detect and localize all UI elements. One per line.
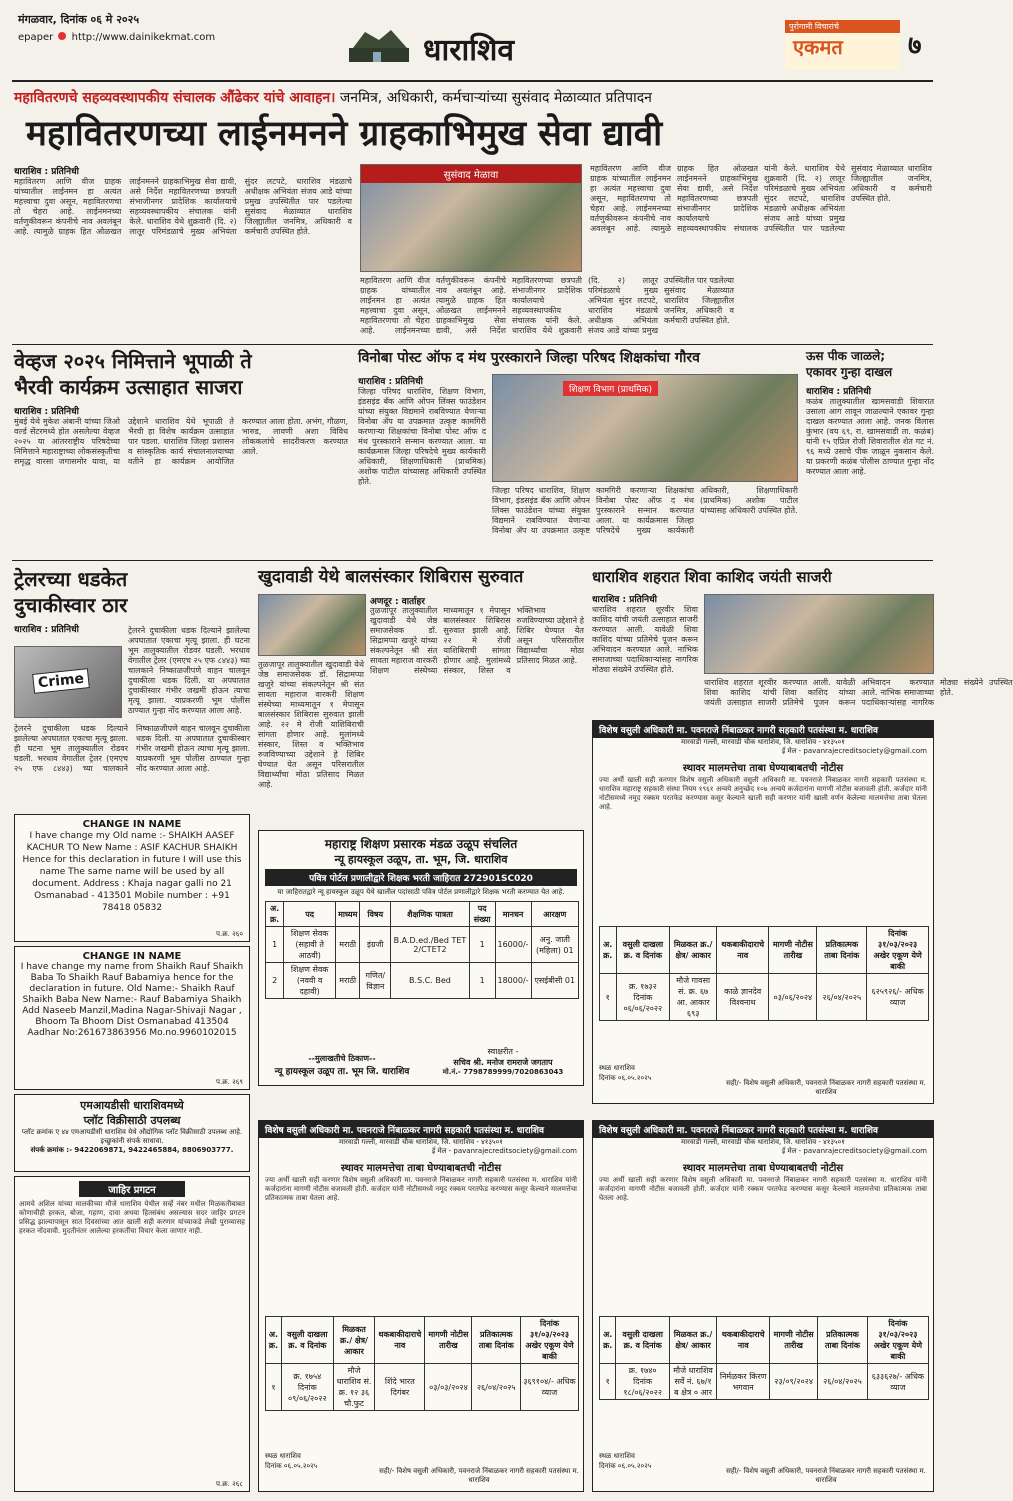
change-name-1-body: I have change my Old name :- SHAIKH AASEF KACHUR TO New Name : ASIF KACHUR SHAIKH Hence for this declaration in future I will use this name The same name will be used by all document. Address : Khaja nagar galli no 21 Osmanabad - 413501 Mobile number : +91 78418 05832 [22,831,242,913]
vehaj-byline: धाराशिव : प्रतिनिधी [14,407,79,417]
vinoba-byline: धाराशिव : प्रतिनिधी [358,377,423,387]
th: मानधन [495,902,531,927]
brand-block [785,20,900,70]
vinoba-photo [492,374,798,482]
shiva-body-cont: धाराशिव शहरात शूरवीर शिवा काशिद यांची जयंती उत्साहात साजरी करण्यात आली. यावेळी शिवा काशिद यांच्या प्रतिमेचे पूजन करून अभिवादन करण्यात आले. नाभिक समाजाच्या पदाधिकाऱ्यांसह नागरिक मोठ्या संख्येने उपस्थित होते. [704,678,1013,707]
th: मिळकत क्र./ क्षेत्र/ आकार [669,1317,716,1364]
change-name-1 [14,814,250,942]
masthead-date: मंगळवार, दिनांक ०६ मे २०२५ [18,13,140,26]
notice-2-sub: मारवाडी गल्ली, मारवाडी चौक धाराशिव, जि. धाराशिव - ४१३५०१ [339,1138,503,1146]
lead-col-text [14,164,352,342]
page-number: ७ [908,31,922,61]
lead-byline: धाराशिव : प्रतिनिधी [14,167,79,177]
recovery-notice-2 [258,1120,584,1492]
khuda-headline: खुदावाडी येथे बालसंस्कार शिबिरास सुरुवात [258,567,524,587]
msp-title: महाराष्ट्र शिक्षण प्रसारक मंडळ उळूप संचलित [324,837,518,851]
change-name-1-ref: प.क्र. २६० [216,930,243,938]
td: ०३/०३/२०२४ [425,1364,472,1411]
trailer-byline: धाराशिव : प्रतिनिधी [14,625,79,635]
td: 16000/- [495,927,531,963]
notice-3-sign: सही/- विशेष वसुली अधिकारी, पवनराजे निंबाळकर नागरी सहकारी पतसंस्था म. धाराशिव [726,1467,926,1484]
trailer-photo [14,646,122,718]
midc-title-1: एमआयडीसी धाराशिवमध्ये [80,1099,184,1112]
masthead-url[interactable] [18,32,215,43]
td: २६/०४/२०२५ [818,1364,868,1400]
msp-recruitment [258,830,584,1086]
trailer-headline-1: ट्रेलरच्या धडकेत [14,567,128,591]
section-logo [345,26,605,70]
th: प्रतिकात्मक ताबा दिनांक [818,1317,868,1364]
th: वसुली दाखला क्र. व दिनांक [616,927,670,974]
lead-body: महावितरण आणि वीज ग्राहक यांच्यातील लाईनमन हा अत्यंत महत्त्वाचा दुवा असून, महावितरणचा तो चेहरा आहे. लाईनमनच्या वर्तणुकीवरून कंपनीचे नाव अवलंबून आहे. त्यामुळे ग्राहक हित ओळखत लाईनमनने ग्राहकाभिमुख सेवा द्यावी, असे निर्देश महावितरणच्या छत्रपती संभाजीनगर प्रादेशिक कार्यालयाचे सहव्यवस्थापकीय संचालक यांनी केले. धाराशिव येथे शुक्रवारी (दि. २) लातूर परिमंडळाचे मुख्य अभियंता सुंदर लटपटे, धाराशिव मंडळाचे अधीक्षक अभियंता संजय आडे यांच्या प्रमुख उपस्थितीत पार पडलेल्या सुसंवाद मेळाव्यात धाराशिव जिल्ह्यातील जनमित्र, अधिकारी व कर्मचारी उपस्थित होते. [14,177,352,236]
td: 18000/- [495,963,531,999]
trailer-body-cont: ट्रेलरने दुचाकीला धडक दिल्याने झालेल्या अपघातात एकाचा मृत्यू झाला. ही घटना भूम तालुक्यातील रोडवर घडली. भरधाव वेगातील ट्रेलर (एमएच २५ एफ ८४४३) च्या चालकाने निष्काळजीपणे वाहन चालवून दुचाकीला धडक दिली. या अपघातात दुचाकीस्वार गंभीर जखमी होऊन त्याचा मृत्यू झाला. याप्रकरणी भूम पोलीस ठाण्यात गुन्हा नोंद करण्यात आला आहे. [14,724,250,773]
shiva-headline: धाराशिव शहरात शिवा काशिद जयंती साजरी [592,568,832,586]
vinoba-headline: विनोबा पोस्ट ऑफ द मंथ पुरस्काराने जिल्हा परिषद शिक्षकांचा गौरव [358,350,700,366]
notice-2-table [265,1316,579,1411]
notice-2-date: दिनांक ०६.०५.२०२५ [265,1462,318,1470]
shiva-byline: धाराशिव : प्रतिनिधी [592,595,657,605]
uspik-body: कळंब तालुक्यातील खामसवाडी शिवारात उसाला आग लावून जाळल्याने एकावर गुन्हा दाखल करण्यात आला आहे. जनक विलास कुंभार (वय ६९, रा. खामसवाडी ता. कळंब) यांनी १५ एप्रिल रोजी शिवारातील शेत गट नं. ९६ मध्ये उसाचे पीक जाळून नुकसान केले. या प्रकरणी कळंब पोलीस ठाण्यात गुन्हा नोंद करण्यात आला आहे. [806,397,934,476]
th: मागणी नोटीस तारीख [770,1317,818,1364]
th: थकबाकीदाराचे नाव [375,1317,425,1364]
td: शिक्षण सेवक (नववी व दहावी) [284,963,336,999]
th: अ. क्र. [266,1317,282,1364]
th: विषय [360,902,391,927]
notice-2-body: ज्या अर्थी खाली सही करणार विशेष वसुली अधिकारी मा. पवनराजे निंबाळकर नागरी सहकारी पतसंस्था म. धाराशिव यांनी कर्जदारांना मागणी नोटीस बजावली होती. कर्जदार यांनी नोटीसमध्ये नमूद रक्कम परतफेड करण्यास कसूर केल्याने मालमत्तेचा प्रतिकात्मक ताबा घेतला आहे. [265,1176,577,1202]
lead-kicker [14,88,934,107]
uspik-headline-1: ऊस पीक जाळले; [806,349,886,363]
jahir-pragatan [14,1176,250,1492]
epaper-label: epaper [18,32,54,43]
td: २३/०९/२०२४ [770,1364,818,1400]
brand-tagline: पुरोगामी विचारांचे [785,20,900,33]
midc-body: प्लॉट क्रमांक ए ४४ एमआयडीसी धाराशिव येथे औद्योगिक प्लॉट विक्रीसाठी उपलब्ध आहे. इच्छुकांनी संपर्क साधावा. [21,1128,243,1145]
recovery-notice-3 [592,1120,934,1492]
change-name-2-ref: प.क्र. २६९ [216,1078,243,1086]
table-row [600,1364,929,1400]
td: B.A.D.ed./Bed TET 2/CTET2 [391,927,470,963]
notice-1-date: दिनांक ०६.०५.२०२५ [599,1074,652,1082]
masthead [0,0,945,86]
td: गणित/विज्ञान [360,963,391,999]
th: थकबाकीदाराचे नाव [717,927,769,974]
crime-label: Crime [32,668,90,694]
th: थकबाकीदाराचे नाव [717,1317,770,1364]
td: मौजे धाराशिव सर्वे नं. ६७/१ ब क्षेत्र ० आर [669,1364,716,1400]
td: ६३३६२७/- अधिक व्याज [867,1364,928,1400]
notice-3-place: स्थळ धाराशिव [599,1452,635,1460]
shiva-body: धाराशिव शहरात शूरवीर शिवा काशिद यांची जयंती उत्साहात साजरी करण्यात आली. यावेळी शिवा काशिद यांच्या प्रतिमेचे पूजन करून अभिवादन करण्यात आले. नाभिक समाजाच्या पदाधिकाऱ्यांसह नागरिक मोठ्या संख्येने उपस्थित होते. [592,605,698,674]
notice-2-head: विशेष वसुली अधिकारी मा. पवनराजे निंबाळकर नागरी सहकारी पतसंस्था म. धाराशिव [259,1121,583,1138]
th: दिनांक ३१/०३/२०२३ अखेर एकूण येणे बाकी [521,1317,579,1364]
khuda-body-left: तुळजापूर तालुक्यातील खुदावाडी येथे जेष्ठ समाजसेवक डॉ. सिद्रामप्पा खजुरे यांच्या संकल्पनेतून श्री संत सावता महाराज वारकरी शिक्षण संस्थेच्या माध्यमातून १ मेपासून बालसंस्कार शिबिरास सुरुवात झाली आहे. २२ मे रोजी याशिबिराची सांगता होणार आहे. मुलांमध्ये संस्कार, शिस्त व भक्तिभाव रुजविण्याच्या उद्देशाने हे शिबिर घेण्यात येत असून परिसरातील विद्यार्थ्यांचा मोठा प्रतिसाद मिळत आहे. [258,660,364,789]
uspik-story [806,348,934,556]
lead-photo-banner: सुसंवाद मेळावा [361,165,581,183]
th: दिनांक ३१/०३/२०२३ अखेर एकूण येणे बाकी [867,927,929,974]
th: शैक्षणिक पात्रता [391,902,470,927]
td: ६२५९२६/- अधिक व्याज [867,974,929,1021]
notice-1-sign: सही/- विशेष वसुली अधिकारी, पवनराजे निंबाळकर नागरी सहकारी पतसंस्था म. धाराशिव [726,1079,926,1096]
website-link[interactable]: http://www.dainikekmat.com [71,32,216,43]
notice-2-place: स्थळ धाराशिव [265,1452,301,1460]
th: वसुली दाखला क्र. व दिनांक [616,1317,669,1364]
th: प्रतिकात्मक ताबा दिनांक [472,1317,521,1364]
lead-body-right: महावितरण आणि वीज ग्राहक यांच्यातील लाईनमन हा अत्यंत महत्त्वाचा दुवा असून, महावितरणचा तो चेहरा आहे. लाईनमनच्या वर्तणुकीवरून कंपनीचे नाव अवलंबून आहे. त्यामुळे ग्राहक हित ओळखत लाईनमनने ग्राहकाभिमुख सेवा द्यावी, असे निर्देश महावितरणच्या छत्रपती संभाजीनगर प्रादेशिक कार्यालयाचे सहव्यवस्थापकीय संचालक यांनी केले. धाराशिव येथे शुक्रवारी (दि. २) लातूर परिमंडळाचे मुख्य अभियंता सुंदर लटपटे, धाराशिव मंडळाचे अधीक्षक अभियंता संजय आडे यांच्या प्रमुख उपस्थितीत पार पडलेल्या सुसंवाद मेळाव्यात धाराशिव जिल्ह्यातील जनमित्र, अधिकारी व कर्मचारी उपस्थित होते. [590,164,932,233]
th: पद संख्या [469,902,495,927]
masthead-rule [12,80,933,82]
uspik-byline: धाराशिव : प्रतिनिधी [806,387,871,397]
notice-3-sub: मारवाडी गल्ली, मारवाडी चौक धाराशिव, जि. धाराशिव - ४१३५०१ [681,1138,845,1146]
td: मौजे गावसा सं. क्र. ६७ आ. आकार ६९३ [670,974,717,1021]
lead-headline: महावितरणच्या लाईनमनने ग्राहकाभिमुख सेवा द्यावी [26,114,663,154]
th: मागणी नोटीस तारीख [425,1317,472,1364]
msp-address [267,1053,417,1077]
notice-1-table [599,926,929,1021]
th: वसुली दाखला क्र. व दिनांक [282,1317,334,1364]
table-row [266,1364,579,1411]
vehaj-headline-2: भैरवी कार्यक्रम उत्साहात साजरा [14,375,243,399]
notice-3-date: दिनांक ०६.०५.२०२५ [599,1462,652,1470]
td: क्र. १७३२ दिनांक ०६/०६/२०२२ [616,974,670,1021]
td: B.S.C. Bed [391,963,470,999]
lead-body-cont: महावितरण आणि वीज ग्राहक यांच्यातील लाईनमन हा अत्यंत महत्त्वाचा दुवा असून, महावितरणचा तो चेहरा आहे. लाईनमनच्या वर्तणुकीवरून कंपनीचे नाव अवलंबून आहे. त्यामुळे ग्राहक हित ओळखत लाईनमनने ग्राहकाभिमुख सेवा द्यावी, असे निर्देश महावितरणच्या छत्रपती संभाजीनगर प्रादेशिक कार्यालयाचे सहव्यवस्थापकीय संचालक यांनी केले. धाराशिव येथे शुक्रवारी (दि. २) लातूर परिमंडळाचे मुख्य अभियंता सुंदर लटपटे, धाराशिव मंडळाचे अधीक्षक अभियंता संजय आडे यांच्या प्रमुख उपस्थितीत पार पडलेल्या सुसंवाद मेळाव्यात धाराशिव जिल्ह्यातील जनमित्र, अधिकारी व कर्मचारी उपस्थित होते. [360,276,734,335]
td: शिक्षण सेवक (सहावी ते आठवी) [284,927,336,963]
td: १ [266,1364,282,1411]
td: क्र. १७५४ दिनांक ०९/०६/२०२२ [282,1364,334,1411]
th: आरक्षण [531,902,578,927]
th: अ. क्र. [266,902,284,927]
change-name-2-body: I have change my name from Shaikh Rauf Shaikh Baba To Shaikh Rauf Babamiya hence for the declaration in future. Old Name:- Shaikh Rauf Shaikh Baba New Name:- Rauf Babamiya Shaikh Add Naseeb Manzil,Madina Nagar-Shivaji Nagar , Bhoom Ta Bhoom Dist Osmanabad 413504 Aadhar No:261673863956 Mo.no.9960102015 [20,962,244,1038]
brand-name: एकमत [793,35,843,59]
notice-3-title: स्थावर मालमत्तेचा ताबा घेण्याबाबतची नोटीस [682,1163,844,1174]
th: माध्यम [336,902,360,927]
notice-3-head: विशेष वसुली अधिकारी मा. पवनराजे निंबाळकर नागरी सहकारी पतसंस्था म. धाराशिव [593,1121,933,1138]
notice-1-body: ज्या अर्थी खाली सही करणार विशेष वसुली अधिकारी वसुली अधिकारी मा. पवनराजे निंबाळकर नागरी सहकारी पतसंस्था म. धाराशिव महाराष्ट्र सहकारी संस्था नियम १९६१ अन्वये अनुच्छेद १०७ अन्वये कर्जदारांना मागणी नोटीस बजावली होती. कर्जदार यांनी नोटीसमध्ये नमूद रक्कम परतफेड करण्यास कसूर केल्याने खाली सही करणार यांनी खाली वर्णन केलेल्या मालमत्तेचा ताबा घेतला आहे. [599,776,927,811]
khuda-story [258,566,584,810]
khuda-photo [258,594,366,656]
td: इंग्रजी [360,927,391,963]
msp-table-header [266,902,579,927]
khuda-body: तुळजापूर तालुक्यातील खुदावाडी येथे जेष्ठ समाजसेवक डॉ. सिद्रामप्पा खजुरे यांच्या संकल्पनेतून श्री संत सावता महाराज वारकरी शिक्षण संस्थेच्या माध्यमातून १ मेपासून बालसंस्कार शिबिरास सुरुवात झाली आहे. २२ मे रोजी याशिबिराची सांगता होणार आहे. मुलांमध्ये संस्कार, शिस्त व भक्तिभाव रुजविण्याच्या उद्देशाने हे शिबिर घेण्यात येत असून परिसरातील विद्यार्थ्यांचा मोठा प्रतिसाद मिळत आहे. [370,606,584,675]
notice-3-table-header [600,1317,929,1364]
vinoba-story [358,348,798,556]
td: मराठी [336,963,360,999]
uspik-headline-2: एकावर गुन्हा दाखल [806,365,893,379]
notice-2-sign: सही/- विशेष वसुली अधिकारी, पवनराजे निंबाळकर नागरी सहकारी पतसंस्था म. धाराशिव [379,1467,579,1484]
jahir-title: जाहिर प्रगटन [79,1181,185,1197]
notice-1-place: स्थळ धाराशिव [599,1064,635,1072]
td: १ [600,974,617,1021]
notice-1-head: विशेष वसुली अधिकारी मा. पवनराजे निंबाळकर नागरी सहकारी पतसंस्था म. धाराशिव [593,721,933,738]
td: क्र. १७४० दिनांक १८/०६/२०२२ [616,1364,669,1400]
table-row [266,927,579,963]
msp-bar: पवित्र पोर्टल प्रणालीद्वारे शिक्षक भरती जाहिरात 272901SC020 [265,869,577,886]
section-title: धाराशिव [423,33,515,68]
fort-icon [345,26,415,66]
th: मागणी नोटीस तारीख [769,927,817,974]
notice-1-email: ई मेल - pavanrajecreditsociety@gmail.com [781,747,927,755]
td: 1 [469,927,495,963]
msp-subtitle: न्यू हायस्कूल उळूप, ता. भूम, जि. धाराशिव [334,853,508,866]
trailer-story [14,566,250,810]
vinoba-body-cont: जिल्हा परिषद धाराशिव, शिक्षण विभाग, इंडसइंड बँक आणि ओपन लिंक्स फाउंडेशन यांच्या संयुक्त विद्यमाने राबविण्यात येणाऱ्या विनोबा ॲप या उपक्रमात उत्कृष्ट कामगिरी करणाऱ्या शिक्षकांचा विनोबा पोस्ट ऑफ द मंथ पुरस्काराने सन्मान करण्यात आला. या कार्यक्रमास जिल्हा परिषदेचे मुख्य कार्यकारी अधिकारी, शिक्षणाधिकारी (प्राथमिक) अशोक पाटील यांच्यासह अधिकारी उपस्थित होते. [492,486,798,535]
td: काळे ज्ञानदेव विश्वनाथ [717,974,769,1021]
jahir-body: आमचे अशिल यांच्या मालकीच्या मौजे धाराशिव येथील सर्व्हे नंबर मधील मिळकतीबाबत कोणाचीही हरकत, बोजा, गहाण, दावा अथवा हितसंबंध असल्यास सदर जाहिर प्रगटन प्रसिद्ध झाल्यापासून सात दिवसांच्या आत खाली सही करणार यांच्याकडे लेखी पुराव्यासह हरकत नोंदवावी. मुदतीनंतर आलेल्या हरकतींचा विचार केला जाणार नाही. [19,1200,245,1235]
notice-2-email: ई मेल - pavanrajecreditsociety@gmail.com [431,1147,577,1155]
lead-kicker-bold: महावितरणचे सहव्यवस्थापकीय संचालक औंढेकर यांचे आवाहन। [14,90,336,106]
notice-2-table-header [266,1317,579,1364]
lead-kicker-rest: जनमित्र, अधिकारी, कर्मचाऱ्यांच्या सुसंवाद मेळाव्यात प्रतिपादन [339,90,652,106]
td: 2 [266,963,284,999]
change-name-2 [14,946,250,1090]
table-row [600,974,929,1021]
trailer-body: ट्रेलरने दुचाकीला धडक दिल्याने झालेल्या अपघातात एकाचा मृत्यू झाला. ही घटना भूम तालुक्यातील रोडवर घडली. भरधाव वेगातील ट्रेलर (एमएच २५ एफ ८४४३) च्या चालकाने निष्काळजीपणे वाहन चालवून दुचाकीला धडक दिली. या अपघातात दुचाकीस्वार गंभीर जखमी होऊन त्याचा मृत्यू झाला. याप्रकरणी भूम पोलीस ठाण्यात गुन्हा नोंद करण्यात आला आहे. [128,626,250,715]
khuda-byline: अणदूर : वार्ताहर [370,597,425,607]
midc-title-2: प्लॉट विक्रीसाठी उपलब्ध [83,1114,181,1127]
td: ३६९१०४/- अधिक व्याज [521,1364,579,1411]
notice-1-sub: मारवाडी गल्ली, मारवाडी चौक धाराशिव, जि. धाराशिव - ४१३५०१ [681,738,845,746]
th: मिळकत क्र./ क्षेत्र/ आकार [333,1317,375,1364]
vehaj-story [14,348,348,556]
td: अनु. जाती (महिला) 01 [531,927,578,963]
td: १ [600,1364,616,1400]
notice-1-table-header [600,927,929,974]
recovery-notice-1 [592,720,934,1104]
notice-1-title: स्थावर मालमत्तेचा ताबा घेण्याबाबतची नोटीस [682,763,844,774]
notice-3-table [599,1316,929,1400]
td: 1 [469,963,495,999]
td: 1 [266,927,284,963]
td: ०३/०६/२०२४ [769,974,817,1021]
msp-table [265,901,579,999]
th: दिनांक ३१/०३/२०२३ अखेर एकूण येणे बाकी [867,1317,928,1364]
vehaj-headline-1: वेव्हज २०२५ निमित्ताने भूपाळी ते [14,349,252,373]
msp-intro: या जाहिरातद्वारे न्यू हायस्कूल उळूप येथे खालील पदांसाठी पवित्र पोर्टल प्रणालीद्वारे शिक्षक भरती करण्यात येत आहे. [277,888,565,896]
vinoba-body: जिल्हा परिषद धाराशिव, शिक्षण विभाग, इंडसइंड बँक आणि ओपन लिंक्स फाउंडेशन यांच्या संयुक्त विद्यमाने राबविण्यात येणाऱ्या विनोबा ॲप या उपक्रमात उत्कृष्ट कामगिरी करणाऱ्या शिक्षकांचा विनोबा पोस्ट ऑफ द मंथ पुरस्काराने सन्मान करण्यात आला. या कार्यक्रमास जिल्हा परिषदेचे मुख्य कार्यकारी अधिकारी, शिक्षणाधिकारी (प्राथमिक) अशोक पाटील यांच्यासह अधिकारी उपस्थित होते. [358,387,486,486]
msp-sign [427,1046,579,1077]
td: शिंदे भारत दिगंबर [375,1364,425,1411]
midc-ad [14,1094,250,1172]
msp-sign-title: स्वाक्षरीत - [487,1047,519,1056]
td: निर्मळकर किरण भगवान [717,1364,770,1400]
td: २६/०४/२०२५ [817,974,867,1021]
td: मौजे धाराशिव सं. क्र. १२ ३६ चौ.फुट [333,1364,375,1411]
vinoba-photo-banner: शिक्षण विभाग (प्राथमिक) [563,381,658,396]
jahir-ref: प.क्र. २६८ [216,1480,243,1488]
lead-photo [360,164,582,272]
change-name-1-title: CHANGE IN NAME [82,819,182,830]
msp-address-text: न्यू हायस्कूल उळूप ता. भूम जि. धाराशिव [274,1067,410,1077]
th: मिळकत क्र./ क्षेत्र/ आकार [670,927,717,974]
th: प्रतिकात्मक ताबा दिनांक [817,927,867,974]
trailer-headline-2: दुचाकीस्वार ठार [14,593,128,617]
change-name-2-title: CHANGE IN NAME [82,951,182,962]
th: अ. क्र. [600,1317,616,1364]
td: २६/०४/२०२५ [472,1364,521,1411]
table-row [266,963,579,999]
td: मराठी [336,927,360,963]
midc-contact: संपर्क क्रमांक :- 9422069871, 9422465884, 8806903777. [30,1146,234,1154]
msp-sign-name: सचिव श्री. मनोज रामराजे जगताप [453,1058,553,1067]
msp-mobile: मो.नं.- 7798789999/7020863043 [442,1068,564,1076]
rule-2 [12,560,933,561]
th: पद [284,902,336,927]
msp-address-title: --मुलाखतीचे ठिकाण-- [308,1054,376,1063]
shiva-story [592,566,1013,716]
notice-2-title: स्थावर मालमत्तेचा ताबा घेण्याबाबतची नोटीस [340,1163,502,1174]
notice-3-body: ज्या अर्थी खाली सही करणार विशेष वसुली अधिकारी मा. पवनराजे निंबाळकर नागरी सहकारी पतसंस्था म. धाराशिव यांनी कर्जदारांना मागणी नोटीस बजावली होती. कर्जदार यांनी रक्कम परतफेड करण्यास कसूर केल्याने मालमत्तेचा प्रतिकात्मक ताबा घेतला आहे. [599,1176,927,1202]
td: एसईबीसी 01 [531,963,578,999]
vehaj-body: मुंबई येथे मुकेश अंबानी यांच्या जिओ वर्ल्ड सेंटरमध्ये होत असलेल्या वेव्हज २०२५ या आंतरराष्ट्रीय परिषदेच्या निमित्ताने महाराष्ट्राच्या लोकसंस्कृतीचा समृद्ध वारसा जगासमोर यावा, या उद्देशाने धाराशिव येथे भूपाळी ते भैरवी हा विशेष कार्यक्रम उत्साहात पार पडला. धाराशिव जिल्हा प्रशासन व सांस्कृतिक कार्य संचालनालयाच्या वतीने हा कार्यक्रम आयोजित करण्यात आला होता. अभंग, गौळण, भारुड, लावणी अशा विविध लोककलांचे सादरीकरण करण्यात आले. [14,417,348,466]
th: अ. क्र. [600,927,617,974]
rule-1 [12,344,933,345]
globe-icon [58,32,66,40]
shiva-photo [704,594,934,674]
notice-3-email: ई मेल - pavanrajecreditsociety@gmail.com [781,1147,927,1155]
